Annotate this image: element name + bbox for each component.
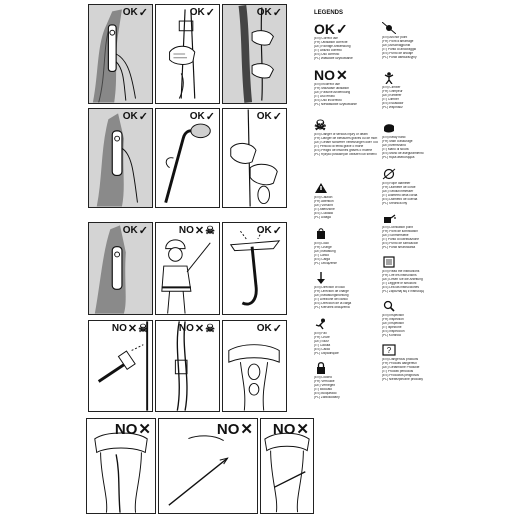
legend-line: (EN) Locked — [314, 376, 332, 379]
legend-line: (FR) Grimpeur — [382, 89, 403, 93]
legend-line: (IT) Attenzione — [314, 207, 335, 211]
legend-line: (PL) Kierunek obciążenia — [314, 305, 350, 309]
ok-mark: OK ✓ — [256, 323, 282, 335]
cross-icon: ✕ — [240, 421, 253, 438]
no-mark: NO ✕ ☠ — [111, 323, 148, 335]
legend-line: (DE) Belastungsrichtung — [314, 293, 349, 297]
legend-line: (ES) Cuidado — [314, 211, 334, 215]
panel-r4-c2 — [155, 320, 220, 412]
legend-line: (PL) Ryzyko poważnych obrażeń lub śmierci — [314, 152, 377, 156]
lock-icon — [314, 362, 328, 374]
legend-line: (DE) Vorsicht — [314, 203, 333, 207]
legend-line: (ES) Bloqueado — [314, 391, 337, 395]
legend-entry-climber — [382, 72, 482, 109]
legend-line: (FR) Charge — [314, 245, 332, 249]
panel-r2-c1 — [88, 108, 153, 208]
cross-icon: ✕ — [138, 421, 151, 438]
check-icon: ✓ — [272, 225, 282, 237]
legend-line: (PL) Ręka asekurująca — [382, 155, 415, 159]
legend-line: (ES) Diámetro de cuerda — [382, 197, 418, 201]
legend-line: (FR) Diamètre de corde — [382, 185, 416, 189]
climber-icon — [382, 72, 396, 84]
panel-r5-c2 — [158, 418, 258, 514]
legend-line: (ES) Mano de aseguramiento — [382, 151, 424, 155]
legend-line: (DE) Gefährliche Produkte — [382, 365, 420, 369]
illustration-device-closeup — [89, 109, 152, 207]
legend-line: (DE) Seildurchmesser — [382, 189, 414, 193]
illustration-two-hands-carabiner — [223, 109, 286, 207]
magnifier-icon — [382, 300, 396, 312]
legend-line: (IT) Punto di ancoraggio — [382, 47, 417, 51]
legend-line: (EN) Belay hand — [382, 136, 406, 139]
caution-icon — [314, 182, 328, 194]
legend-line: (FR) Danger de blessures graves ou de mort — [314, 136, 378, 140]
legend-line: (ES) Productos peligrosos — [382, 373, 420, 377]
no-mark: NO ✕ ☠ — [178, 323, 215, 335]
legend-entry-read-instructions — [382, 256, 482, 293]
legend-line: (PL) Zablokowany — [314, 395, 340, 399]
cross-icon: ✕ — [194, 323, 205, 335]
check-icon: ✓ — [272, 323, 282, 335]
no-mark: NO ✕ — [216, 421, 253, 438]
ok-mark: OK ✓ — [122, 7, 148, 19]
legend-line: (IT) Leggere le istruzioni — [382, 281, 417, 285]
legend-line: (DE) Verriegelt — [314, 383, 335, 387]
legend-entry-anchor-point — [382, 22, 482, 59]
legend-entry-rope-diameter — [382, 168, 482, 205]
legend-line: (DE) Belastung — [314, 249, 336, 253]
legend-line: (PL) Zapoznaj się z instrukcją — [382, 289, 424, 293]
panel-r1-c1 — [88, 4, 153, 104]
legend-line: (IT) Mano di sicura — [382, 147, 409, 151]
legend-line: (FR) Point de lubrification — [382, 229, 418, 233]
skull-icon: ☠ — [138, 323, 148, 335]
no-mark: NO ✕ — [272, 421, 309, 438]
legend-line: (FR) Chute — [314, 335, 330, 339]
legend-line: (DE) Schmierstelle — [382, 233, 409, 237]
cross-icon: ✕ — [336, 67, 348, 83]
illustration-hands-pulling — [223, 5, 286, 103]
illustration-device-on-rope — [89, 5, 152, 103]
anchor-point-icon — [382, 22, 396, 34]
legend-line: (ES) Escalador — [382, 101, 404, 105]
legend-line: (IT) Prodotti pericolosi — [382, 369, 414, 373]
legend-line: (ES) Punto de lubricación — [382, 241, 419, 245]
legend-line: (ES) Carga — [314, 257, 330, 261]
legend-line: (EN) Read the instructions — [382, 270, 420, 273]
legend-line: (EN) Rope diameter — [382, 182, 411, 185]
legend-line: (ES) Peligro de lesiones graves o muerte — [314, 148, 373, 152]
legend-line: (EN) Anchor point — [382, 36, 408, 39]
legend-line: (DE) Gefahr schwerer Verletzungen oder Tod — [314, 140, 378, 144]
legend-line: (FR) Mauvaise utilisation — [314, 86, 350, 90]
legend-line: (EN) Caution — [314, 196, 333, 199]
legend-line: (IT) Pericolo di ferita grave o morte — [314, 144, 364, 148]
no-mark: NO ✕ — [114, 421, 151, 438]
no-mark: NO ✕ — [314, 67, 348, 83]
illustration-tool-with-spoon — [156, 109, 219, 207]
legend-line: (PL) Niewłaściwe użytkowanie — [314, 102, 357, 106]
check-icon: ✓ — [272, 7, 282, 19]
legend-line: (PL) Właściwe użytkowanie — [314, 56, 353, 60]
panel-r4-c3 — [222, 320, 287, 412]
skull-icon: ☠ — [205, 323, 215, 335]
ok-mark: OK ✓ — [122, 111, 148, 123]
legend-line: (IT) Uso errato — [314, 94, 335, 98]
legend-line: (ES) Dirección de la carga — [314, 301, 352, 305]
panel-r3-c2 — [155, 222, 220, 315]
legend-line: (PL) Odpadnięcie — [314, 351, 339, 355]
legend-line: (DE) Kletterer — [382, 93, 402, 97]
panel-r2-c3 — [222, 108, 287, 208]
legend-line: (DE) Lesen Sie die Anleitung — [382, 277, 423, 281]
legend-line: (ES) Uso correcto — [314, 52, 340, 56]
legend-line: (FR) Lire les instructions — [382, 273, 417, 277]
legend-line: (FR) Attention — [314, 199, 334, 203]
legend-line: (DE) Inspektion — [382, 321, 404, 325]
legend-entry-belay-hand — [382, 122, 482, 159]
legend-line: (EN) Dangerous products — [382, 358, 419, 361]
legend-line: (IT) Caduta — [314, 343, 331, 347]
legend-line: (EN) Correct use — [314, 37, 338, 40]
belay-hand-icon — [382, 122, 396, 134]
legend-line: (EN) Climber — [382, 86, 401, 89]
check-icon: ✓ — [138, 111, 148, 123]
ok-mark: OK ✓ — [314, 21, 348, 37]
legend-line: (DE) Sturz — [314, 339, 329, 343]
panel-r5-c3 — [260, 418, 314, 514]
legend-line: (EN) Load — [314, 242, 329, 245]
panel-r5-c1 — [86, 418, 156, 514]
legend-line: (PL) Punkt asekuracyjny — [382, 55, 417, 59]
panel-r2-c2 — [155, 108, 220, 208]
svg-text:?: ? — [386, 346, 392, 355]
legend-line: (PL) Obciążenie — [314, 261, 337, 265]
panel-r4-c1 — [88, 320, 153, 412]
ok-mark: OK ✓ — [256, 7, 282, 19]
no-mark: NO ✕ ☠ — [178, 225, 215, 237]
check-icon: ✓ — [336, 21, 348, 37]
ok-mark: OK ✓ — [189, 111, 215, 123]
legend-line: (DE) Falsche Anwendung — [314, 90, 351, 94]
arrow-down-icon — [314, 272, 328, 284]
oil-can-icon — [382, 212, 396, 224]
panel-r3-c1 — [88, 222, 153, 315]
ok-mark: OK ✓ — [189, 7, 215, 19]
legend-line: (PL) Wspinacz — [382, 105, 403, 109]
legend-line: (DE) Richtige Anwendung — [314, 44, 351, 48]
legend-line: (EN) Fall — [314, 332, 327, 335]
cross-icon: ✕ — [127, 323, 138, 335]
legend-line: (IT) Direzione del carico — [314, 297, 348, 301]
legend-line: (IT) Utilizzo corretto — [314, 48, 342, 52]
check-icon: ✓ — [205, 7, 215, 19]
legend-line: (ES) Inspección — [382, 329, 405, 333]
legend-entry-dangerous-products — [382, 344, 482, 381]
legend-line: (FR) Direction de charge — [314, 289, 349, 293]
panel-r1-c3 — [222, 4, 287, 104]
legend-line: (IT) Bloccato — [314, 387, 333, 391]
legend-line: (FR) Utilisation correcte — [314, 40, 348, 44]
legend-line: (PL) Punkt smarowania — [382, 245, 416, 249]
legend-line: (EN) Lubrication point — [382, 226, 413, 229]
legend-line: (PL) Średnica liny — [382, 201, 408, 205]
legend-line: (EN) Danger of serious injury or death — [314, 133, 368, 136]
cross-icon: ✕ — [296, 421, 309, 438]
load-icon — [314, 228, 328, 240]
legend-line: (FR) Main d'assurage — [382, 139, 413, 143]
cross-icon: ✕ — [194, 225, 205, 237]
check-icon: ✓ — [138, 7, 148, 19]
legend-title: LEGENDS — [314, 10, 344, 16]
check-icon: ✓ — [138, 225, 148, 237]
legend-line: (ES) Caída — [314, 347, 330, 351]
book-icon — [382, 256, 396, 268]
ok-mark: OK ✓ — [256, 111, 282, 123]
legend-line: (ES) Uso incorrecto — [314, 98, 342, 102]
legend-entry-inspection — [382, 300, 482, 337]
legend-line: (FR) Point d'amarrage — [382, 39, 414, 43]
panel-r1-c2 — [155, 4, 220, 104]
legend-line: (FR) Produits dangereux — [382, 361, 417, 365]
check-icon: ✓ — [272, 111, 282, 123]
illustration-hand-on-rope — [156, 5, 219, 103]
legend-line: (EN) Inspection — [382, 314, 404, 317]
legend-line: (IT) Carico — [314, 253, 330, 257]
legend-line: (IT) Climber — [382, 97, 399, 101]
legend-line: (EN) Direction of load — [314, 286, 345, 289]
legend-line: (ES) Lea las instrucciones — [382, 285, 420, 289]
panel-r3-c3 — [222, 222, 287, 315]
legend-line: (EN) Incorrect use — [314, 83, 340, 86]
fall-icon — [314, 318, 328, 330]
legend-line: (IT) Ispezione — [382, 325, 402, 329]
legend-line: (PL) Uwaga — [314, 215, 331, 219]
legend-entry-lubrication-point — [382, 212, 482, 249]
legend-line: (PL) Kontrola — [382, 333, 401, 337]
legend-line: (FR) Inspection — [382, 317, 404, 321]
rope-diameter-icon — [382, 168, 396, 180]
legend-line: (DE) Bremshand — [382, 143, 406, 147]
legend-panel — [314, 0, 520, 520]
legend-line: (IT) Punto di lubrificazione — [382, 237, 420, 241]
skull-icon: ☠ — [205, 225, 215, 237]
skull-icon: ☠ — [314, 117, 327, 133]
ok-mark: OK ✓ — [122, 225, 148, 237]
legend-line: (PL) Niebezpieczne produkty — [382, 377, 423, 381]
ok-mark: OK ✓ — [256, 225, 282, 237]
legend-line: (FR) Verrouillé — [314, 379, 335, 383]
legend-line: (IT) Diametro della corda — [382, 193, 418, 197]
dangerous-products-icon — [382, 344, 396, 356]
legend-line: (ES) Punto de anclaje — [382, 51, 414, 55]
check-icon: ✓ — [205, 111, 215, 123]
legend-line: (DE) Anschlagpunkt — [382, 43, 411, 47]
